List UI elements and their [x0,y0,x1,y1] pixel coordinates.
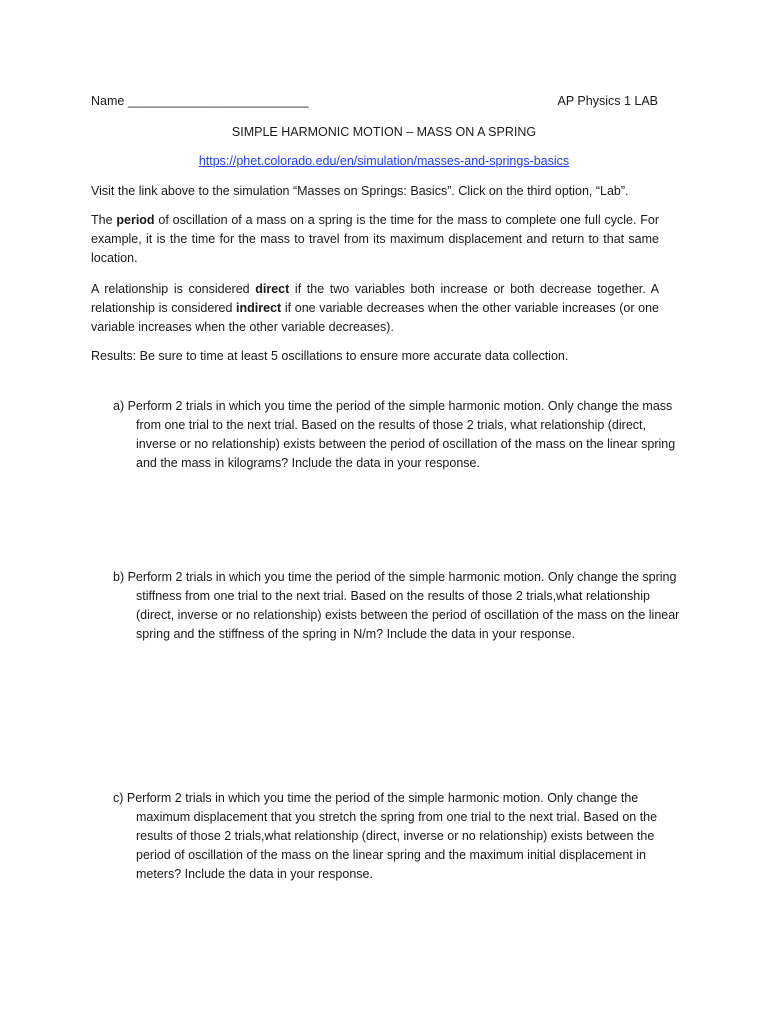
question-c: c) Perform 2 trials in which you time the period of the simple harmonic motion. Only change the maximum displacement that you stretch the spring from one trial to the next trial. Based on the results of those 2 trials,what relationship (direct, inverse or no relationship) exists between the period of oscillation of the mass on the linear spring and the maximum initial displacement in meters? Include the data in your response. [113,791,658,881]
name-field [91,92,309,111]
indirect-term: indirect [236,301,282,315]
relationship-paragraph: A relationship is considered direct if the two variables both increase or both decrease together. A relationship is considered indirect if one variable decreases when the other variable increases (or one variable increases when the other variable decreases). [91,282,659,334]
direct-term: direct [255,282,290,296]
intro-paragraph: Visit the link above to the simulation “Masses on Springs: Basics”. Click on the third option, “Lab”. [91,184,629,198]
question-a: a) Perform 2 trials in which you time the period of the simple harmonic motion. Only change the mass from one trial to the next trial. Based on the results of those 2 trials, what relationship (direct, inverse or no relationship) exists between the period of oscillation of the mass on the linear spring and the mass in kilograms? Include the data in your response. [113,399,676,470]
period-term: period [116,213,155,227]
period-paragraph: The period of oscillation of a mass on a spring is the time for the mass to complete one full cycle. For example, it is the time for the mass to travel from its maximum displacement and return to that same location. [91,213,659,265]
simulation-link[interactable]: https://phet.colorado.edu/en/simulation/masses-and-springs-basics [198,154,570,168]
question-b: b) Perform 2 trials in which you time the period of the simple harmonic motion. Only change the spring stiffness from one trial to the next trial. Based on the results of those 2 trials,what relationship (direct, inverse or no relationship) exists between the period of oscillation of the mass on the linear spring and the stiffness of the spring in N/m? Include the data in your response. [113,570,680,641]
page-title: SIMPLE HARMONIC MOTION – MASS ON A SPRING [231,125,537,139]
results-note: Results: Be sure to time at least 5 oscillations to ensure more accurate data collection. [91,349,569,363]
course-label: AP Physics 1 LAB [557,94,658,108]
name-label: Name [91,94,125,108]
simulation-link-wrapper [0,152,768,171]
name-blank: __________________________ [127,94,309,108]
